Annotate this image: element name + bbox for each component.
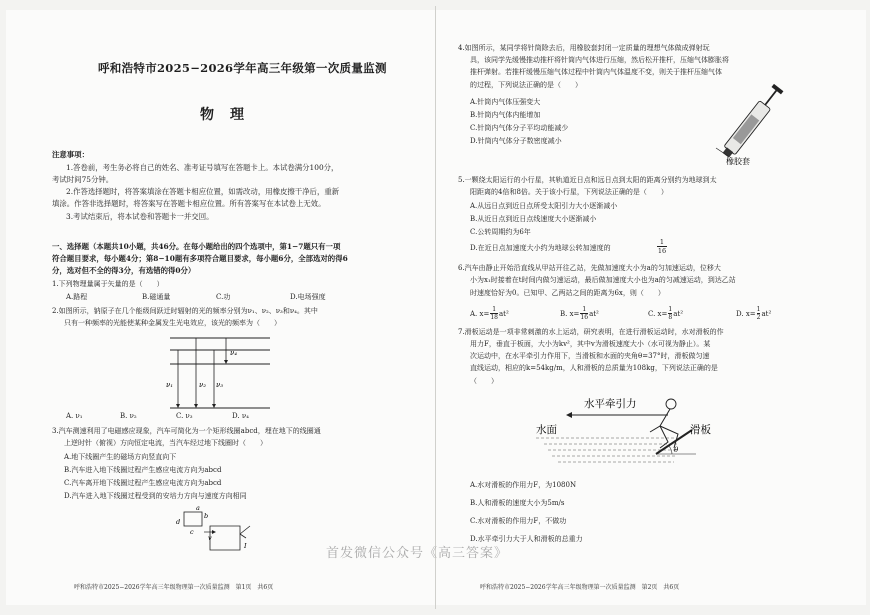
- q5-stem: 阳距离的4倍和8倍。关于该小行星，下列说法正确的是（ ）: [470, 188, 668, 196]
- fig-label-c: c: [190, 528, 194, 536]
- fraction-denominator: 18: [490, 314, 498, 321]
- option-prefix: B. x=: [560, 309, 580, 318]
- q1-option: A.路程: [66, 293, 88, 301]
- fig-label-v4: ν₄: [230, 349, 238, 357]
- q7-option: A.水对滑板的作用力F，为1080N: [470, 481, 577, 489]
- q4-stem: 4.如图所示，某同学将针筒除去后，用橡胶套封闭一定质量的理想气体做成弹射玩: [458, 44, 710, 52]
- q4-syringe-figure: [706, 78, 801, 166]
- option-fraction: [490, 306, 498, 321]
- q2-option: C. ν₃: [176, 412, 193, 420]
- q7-option: D.水平牵引力大于人和滑板的总重力: [470, 535, 583, 543]
- fraction-numerator: 1: [582, 306, 587, 313]
- q3-stem: 3.汽车测速利用了电磁感应现象，汽车可简化为一个矩形线圈abcd，埋在地下的线圈通: [52, 427, 321, 435]
- option-prefix: D. x=: [736, 309, 756, 318]
- option-fraction: [757, 306, 761, 321]
- q7-option: B.人和滑板的速度大小为5m/s: [470, 499, 565, 507]
- q4-option: A.针筒内气体压强变大: [470, 98, 541, 106]
- option-prefix: C. x=: [648, 309, 668, 318]
- q5-option: B.从近日点到近日点线速度大小逐渐减小: [470, 215, 597, 223]
- fig-label-v1: ν₁: [166, 381, 174, 389]
- q6-option: [648, 306, 683, 321]
- q1-option: D.电场强度: [290, 293, 326, 301]
- fig-label-a: a: [196, 504, 200, 512]
- q7-stem: （ ）: [470, 377, 498, 385]
- fraction-denominator: 16: [580, 314, 589, 321]
- section-heading: 分，选对但不全的得3分，有选错的得0分）: [52, 266, 196, 275]
- fig-label-theta: θ: [674, 446, 679, 454]
- fig-label-d: d: [176, 518, 181, 526]
- q2-stem: 只有一种频率的光能使某种金属发生光电效应，该光的频率为（ ）: [64, 319, 281, 327]
- fig-label-board: 滑板: [690, 424, 711, 436]
- q5-option: C.公转周期约为6年: [470, 228, 531, 236]
- fraction-denominator: 16: [657, 247, 667, 255]
- q7-stem: 用力F，垂直于板面，大小为kv²，其中v为滑板速度大小（水可视为静止）。某: [470, 340, 711, 348]
- q6-stem: 小为x₁时接着在t时间内做匀速运动，最后做加速度大小也为a的匀减速运动，到达乙站: [470, 276, 736, 284]
- fraction-numerator: 1: [668, 306, 673, 313]
- q6-stem: 6.汽车由静止开始沿直线从甲站开往乙站，先做加速度大小为a的匀加速运动，位移大: [458, 264, 721, 272]
- q2-option: A. ν₁: [66, 412, 83, 420]
- notes-heading: 注意事项：: [52, 150, 89, 159]
- page-2-footer: 呼和浩特市2025−2026学年高三年级物理第一次质量监测 第2页 共6页: [480, 584, 680, 591]
- q6-stem: 时速度恰好为0。已知甲、乙两站之间的距离为6x，则（ ）: [470, 289, 665, 297]
- q3-option: B.汽车进入地下线圈过程产生感应电流方向为abcd: [64, 466, 222, 474]
- note-line: 3.考试结束后，将本试卷和答题卡一并交回。: [66, 212, 214, 221]
- q3-option: C.汽车离开地下线圈过程产生感应电流方向为abcd: [64, 479, 222, 487]
- q2-option: D. ν₄: [232, 412, 249, 420]
- page-fold: [435, 6, 436, 609]
- q4-option: D.针筒内气体分子数密度减小: [470, 137, 562, 145]
- fig-label-b: b: [204, 512, 209, 520]
- q5-option-d: D.在近日点加速度大小约为地球公转加速度的: [470, 244, 611, 252]
- fig-label-water-surface: 水面: [536, 424, 557, 436]
- note-line: 2.作答选择题时，将答案填涂在答题卡相应位置，如需改动，用橡皮擦干净后，重新: [66, 187, 340, 196]
- q5-stem: 5.一颗绕太阳运行的小行星，其轨道近日点和远日点到太阳的距离分别约为地球到太: [458, 176, 717, 184]
- fig-label-v2: ν₂: [199, 381, 207, 389]
- q3-stem: 上逆时针（俯视）方向恒定电流，当汽车经过地下线圈时（ ）: [64, 439, 267, 447]
- q4-option: C.针筒内气体分子平均动能减少: [470, 124, 569, 132]
- option-suffix: at²: [673, 309, 683, 318]
- q4-stem: 推杆弹射。若推杆缓慢压缩气体过程中针筒内气体温度不变，则关于推杆压缩气体: [470, 68, 722, 76]
- q4-option: B.针筒内气体内能增加: [470, 111, 541, 119]
- option-fraction: [668, 306, 672, 321]
- q4-stem: 的过程，下列说法正确的是（ ）: [470, 81, 582, 89]
- fig-label-v3: ν₃: [216, 381, 224, 389]
- q3-coil-figure: [170, 504, 270, 554]
- q6-option: [560, 306, 599, 321]
- q7-option: C.水对滑板的作用力F，不做功: [470, 517, 567, 525]
- option-suffix: at²: [761, 309, 772, 318]
- q1-option: C.功: [216, 293, 231, 301]
- fig-label-horizontal-pull: 水平牵引力: [584, 398, 637, 410]
- note-line: 填涂。作答非选择题时，将答案写在答题卡相应位置。所有答案写在本试卷上无效。: [52, 199, 326, 208]
- q6-option: [736, 306, 771, 321]
- q7-stem: 次运动中，在水平牵引力作用下，当滑板和水面的夹角θ=37°时，滑板做匀速: [470, 352, 710, 360]
- option-suffix: at²: [589, 309, 599, 318]
- fraction-denominator: 8: [668, 314, 673, 321]
- q4-stem: 具，该同学先缓慢推动推杆将针筒内气体进行压缩，然后松开推杆，压缩气体膨胀将: [470, 56, 729, 64]
- fig-label-rubber-cap: 橡胶套: [726, 157, 750, 166]
- q2-stem: 2.如图所示，钠原子在几个能级间跃迁时辐射的光的频率分别为ν₁、ν₂、ν₃和ν₄。其中: [52, 307, 318, 315]
- subject-title: 物理: [200, 107, 260, 123]
- q3-option: A.地下线圈产生的磁场方向竖直向下: [64, 453, 177, 461]
- q1-stem: 1.下列物理量属于矢量的是（ ）: [52, 280, 164, 288]
- fraction-numerator: 1: [659, 238, 665, 246]
- q2-energy-level-figure: [160, 334, 280, 414]
- note-line: 1.答卷前，考生务必将自己的姓名、准考证号填写在答题卡上。本试卷满分100分，: [66, 163, 339, 172]
- option-suffix: at²: [498, 309, 509, 318]
- option-prefix: A. x=: [470, 309, 490, 318]
- fig-label-v: v: [208, 534, 212, 542]
- section-heading: 符合题目要求，每小题4分；第8−10题有多项符合题目要求，每小题6分，全部选对的得6: [52, 254, 348, 263]
- exam-title: 呼和浩特市2025−2026学年高三年级第一次质量监测: [98, 61, 387, 75]
- watermark-text: 首发微信公众号《高三答案》: [326, 546, 509, 561]
- q1-option: B.磁通量: [142, 293, 171, 301]
- note-line: 考试时间75分钟。: [52, 175, 114, 184]
- q5-option: A.从远日点到近日点所受太阳引力大小逐渐减小: [470, 202, 618, 210]
- fraction-numerator: 1: [492, 306, 497, 313]
- q7-stem: 7.滑板运动是一项非常刺激的水上运动，研究表明，在进行滑板运动时，水对滑板的作: [458, 328, 724, 336]
- option-fraction: [580, 306, 588, 321]
- fraction-denominator: 2: [756, 314, 761, 321]
- page-1-footer: 呼和浩特市2025−2026学年高三年级物理第一次质量监测 第1页 共6页: [74, 584, 274, 591]
- fraction-numerator: 1: [756, 306, 761, 313]
- q2-option: B. ν₂: [120, 412, 137, 420]
- q7-stem: 直线运动，相应的k=54kg/m，人和滑板的总质量为108kg，下列说法正确的是: [470, 364, 718, 372]
- q3-option: D.汽车进入地下线圈过程受到的安培力方向与速度方向相同: [64, 492, 247, 500]
- q5-fraction: [657, 238, 667, 255]
- q6-option: [470, 306, 509, 321]
- q7-waterski-figure: [528, 390, 738, 472]
- fig-label-i: I: [244, 542, 247, 550]
- section-heading: 一、选择题（本题共10小题，共46分。在每小题给出的四个选项中，第1−7题只有一项: [52, 242, 341, 251]
